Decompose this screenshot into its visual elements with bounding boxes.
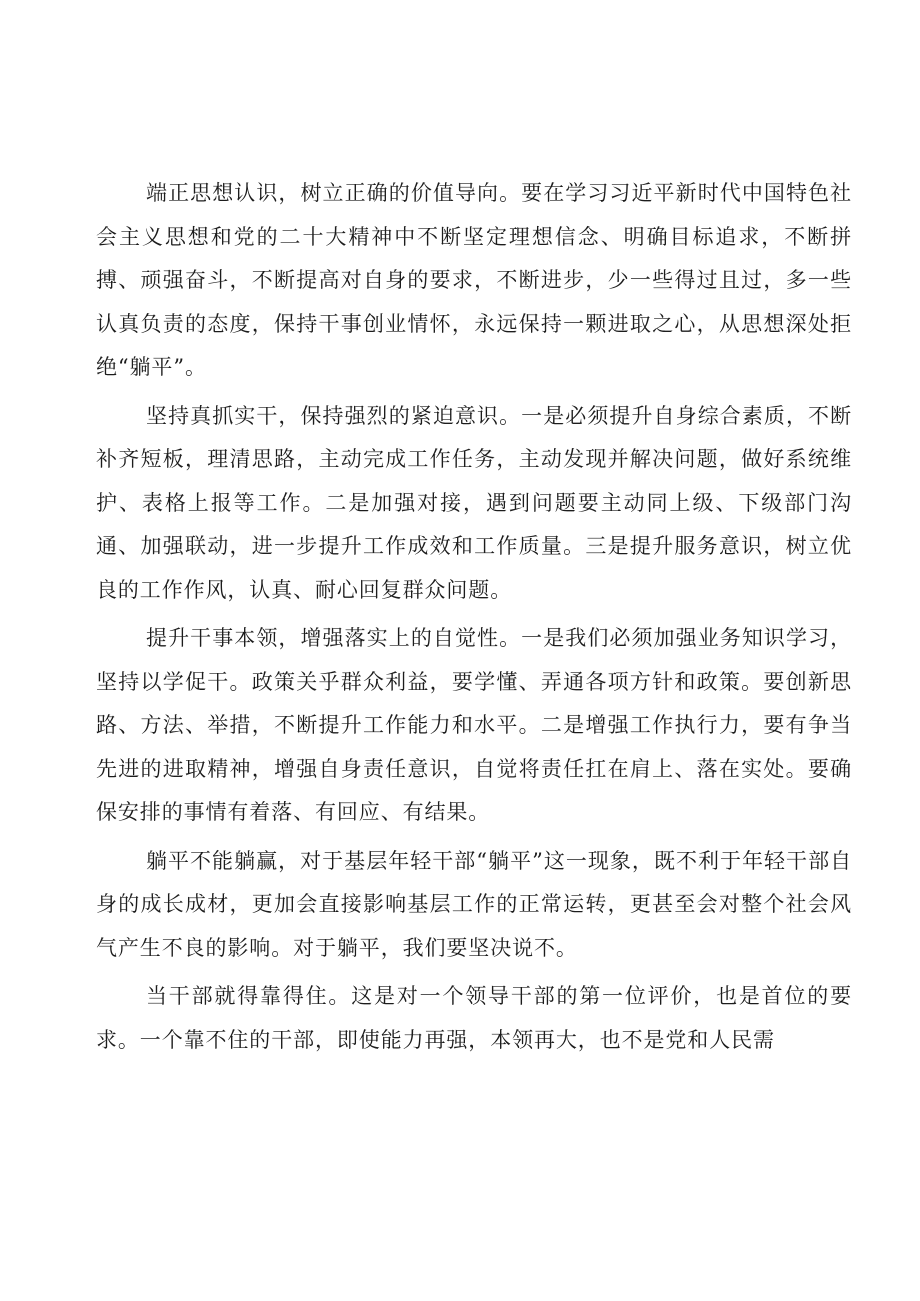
paragraph-5: 当干部就得靠得住。这是对一个领导干部的第一位评价，也是首位的要求。一个靠不住的干部，即使能力再强，本领再大，也不是党和人民需 (96, 984, 852, 1052)
paragraph-4: 躺平不能躺赢，对于基层年轻干部“躺平”这一现象，既不利于年轻干部自身的成长成材，更加会直接影响基层工作的正常运转，更甚至会对整个社会风气产生不良的影响。对于躺平，我们要坚决说不。 (96, 848, 852, 960)
paragraph-3: 提升干事本领，增强落实上的自觉性。一是我们必须加强业务知识学习，坚持以学促干。政策关乎群众利益，要学懂、弄通各项方针和政策。要创新思路、方法、举措，不断提升工作能力和水平。二是增强工作执行力，要有争当先进的进取精神，增强自身责任意识，自觉将责任扛在肩上、落在实处。要确保安排的事情有着落、有回应、有结果。 (96, 626, 852, 824)
paragraph-2: 坚持真抓实干，保持强烈的紧迫意识。一是必须提升自身综合素质，不断补齐短板，理清思路，主动完成工作任务，主动发现并解决问题，做好系统维护、表格上报等工作。二是加强对接，遇到问题要主动同上级、下级部门沟通、加强联动，进一步提升工作成效和工作质量。三是提升服务意识，树立优良的工作作风，认真、耐心回复群众问题。 (96, 403, 852, 602)
paragraph-1: 端正思想认识，树立正确的价值导向。要在学习习近平新时代中国特色社会主义思想和党的二十大精神中不断坚定理想信念、明确目标追求，不断拼搏、顽强奋斗，不断提高对自身的要求，不断进步，少一些得过且过，多一些认真负责的态度，保持干事创业情怀，永远保持一颗进取之心，从思想深处拒绝“躺平”。 (96, 181, 852, 379)
document-body (96, 172, 852, 1067)
